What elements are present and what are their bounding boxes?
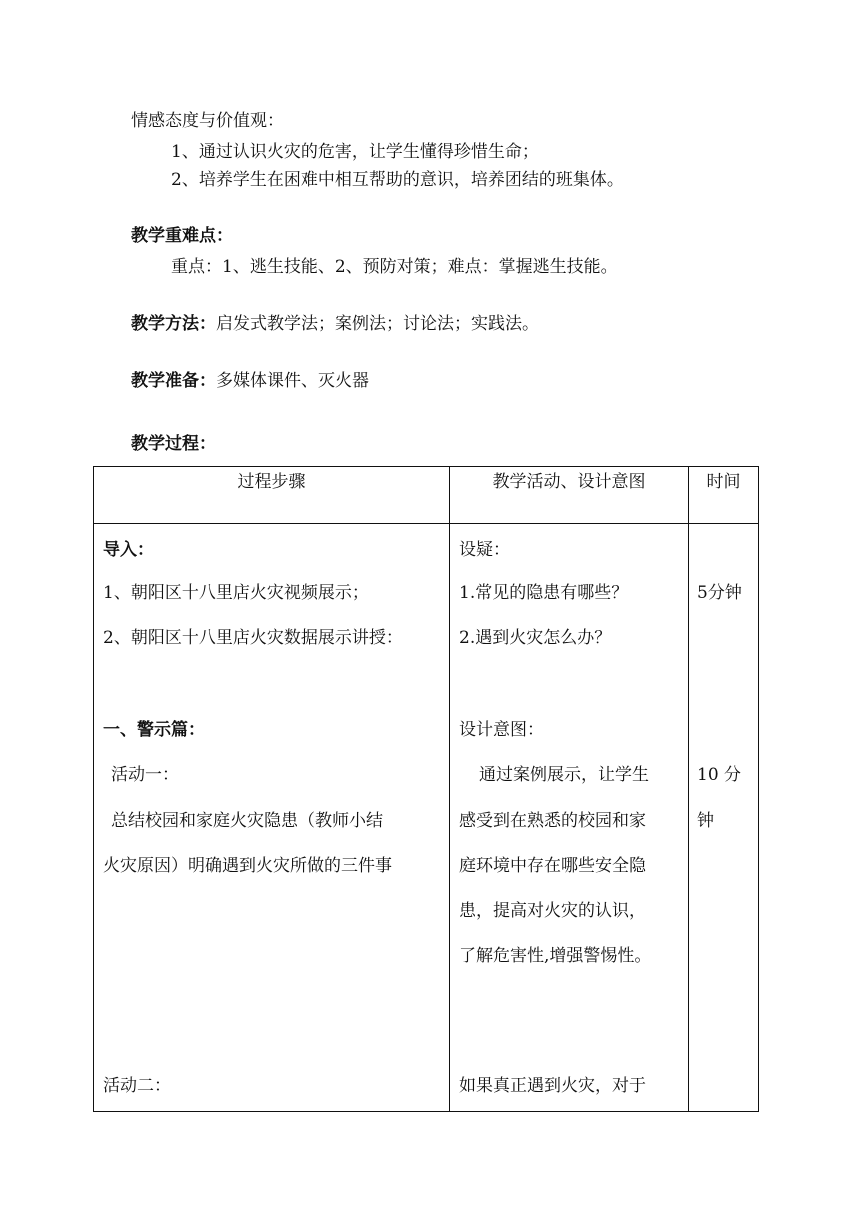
prep-text: 多媒体课件、灭火器 — [216, 371, 369, 391]
emotion-item-2: 2、培养学生在困难中相互帮助的意识，培养团结的班集体。 — [171, 170, 624, 190]
question-1: 1.常见的隐患有哪些？ — [459, 583, 629, 603]
time-warning-line-1: 10 分 — [697, 765, 742, 785]
method-text: 启发式教学法；案例法；讨论法；实践法。 — [216, 314, 539, 334]
design-line-4: 患，提高对火灾的认识， — [459, 901, 646, 921]
table-header-row — [94, 467, 759, 524]
emotion-heading: 情感态度与价值观： — [131, 111, 284, 131]
emotion-item-1: 1、通过认识火灾的危害，让学生懂得珍惜生命； — [171, 142, 539, 162]
header-activities: 教学活动、设计意图 — [450, 467, 689, 524]
design-line-5: 了解危害性,增强警惕性。 — [459, 946, 652, 966]
question-2: 2.遇到火灾怎么办？ — [459, 628, 612, 648]
activity-2-design-line: 如果真正遇到火灾，对于 — [459, 1076, 646, 1096]
time-warning-line-2: 钟 — [697, 811, 714, 831]
keypoints-label: 教学重难点： — [131, 226, 233, 246]
design-line-3: 庭环境中存在哪些安全隐 — [459, 856, 646, 876]
activities-cell — [450, 524, 689, 1112]
activity-1-line-1: 总结校园和家庭火灾隐患（教师小结 — [111, 811, 383, 831]
intro-item-2: 2、朝阳区十八里店火灾数据展示讲授： — [103, 628, 403, 648]
prep-row — [131, 370, 369, 392]
method-row — [131, 313, 539, 335]
design-title: 设计意图： — [459, 720, 544, 740]
intro-item-1: 1、朝阳区十八里店火灾视频展示； — [103, 583, 369, 603]
activity-1-line-2: 火灾原因）明确遇到火灾所做的三件事 — [103, 856, 392, 876]
steps-cell — [94, 524, 450, 1112]
table-row — [94, 524, 759, 1112]
design-line-2: 感受到在熟悉的校园和家 — [459, 811, 646, 831]
intro-title: 导入： — [103, 540, 154, 560]
header-time: 时间 — [689, 467, 759, 524]
method-label: 教学方法： — [131, 314, 216, 334]
warning-title: 一、警示篇： — [103, 720, 205, 740]
keypoints-text: 重点：1、逃生技能、2、预防对策；难点：掌握逃生技能。 — [171, 257, 618, 277]
time-intro: 5分钟 — [697, 583, 742, 603]
design-line-1: 通过案例展示，让学生 — [479, 765, 649, 785]
process-table — [93, 466, 759, 1112]
activity-1-label: 活动一： — [111, 765, 179, 785]
activity-2-label: 活动二： — [103, 1076, 171, 1096]
prep-label: 教学准备： — [131, 371, 216, 391]
question-title: 设疑： — [459, 540, 510, 560]
time-cell — [689, 524, 759, 1112]
header-steps: 过程步骤 — [94, 467, 450, 524]
process-label: 教学过程： — [131, 434, 216, 454]
